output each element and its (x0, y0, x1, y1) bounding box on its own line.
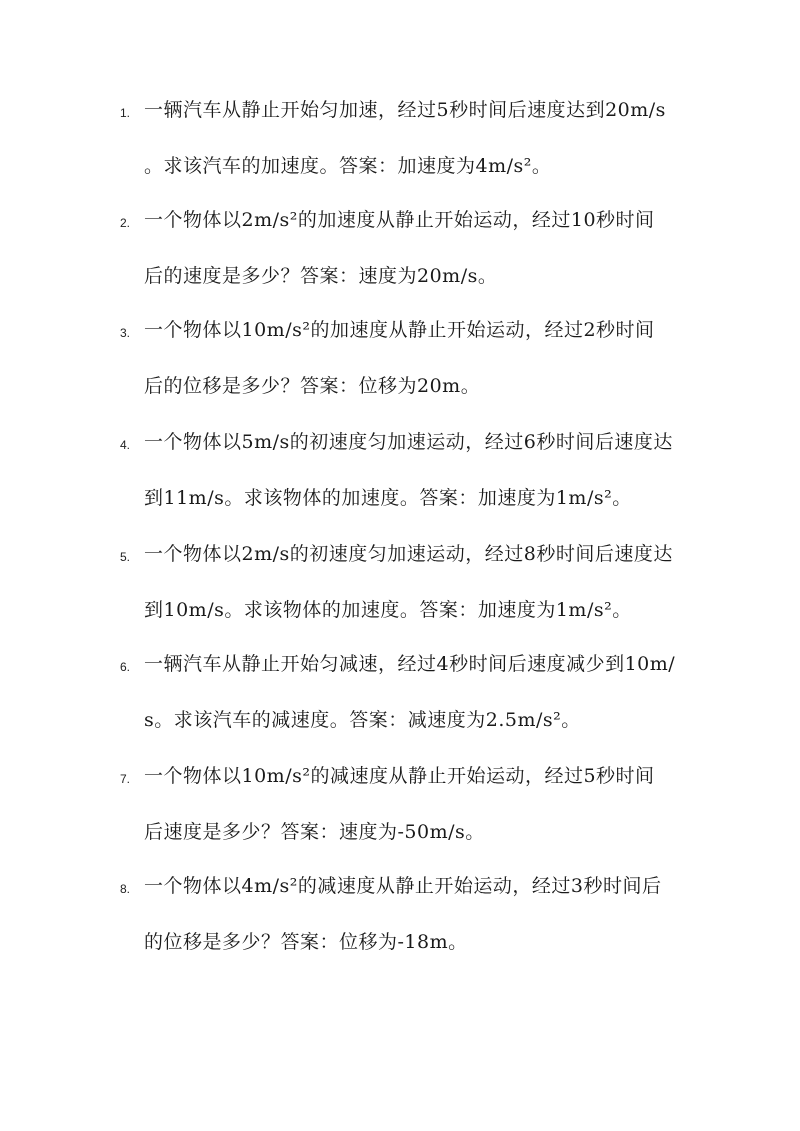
question-number: 6. (120, 660, 131, 674)
question-text-line: s。求该汽车的减速度。答案：减速度为2.5m/s²。 (144, 709, 581, 731)
question-text-line: 后速度是多少？答案：速度为-50m/s。 (144, 821, 485, 843)
question-text-line: 到10m/s。求该物体的加速度。答案：加速度为1m/s²。 (144, 599, 632, 621)
question-text-line: 。求该汽车的加速度。答案：加速度为4m/s²。 (144, 155, 552, 177)
question-text-line: 一辆汽车从静止开始匀加速，经过5秒时间后速度达到20m/s (144, 99, 666, 121)
question-number: 8. (120, 882, 131, 896)
question-number: 2. (120, 216, 131, 230)
question-number: 5. (120, 550, 131, 564)
question-text-line: 一个物体以2m/s²的加速度从静止开始运动，经过10秒时间 (144, 209, 655, 231)
question-text-line: 一辆汽车从静止开始匀减速，经过4秒时间后速度减少到10m/ (144, 653, 676, 675)
question-text-line: 的位移是多少？答案：位移为-18m。 (144, 931, 468, 953)
question-text-line: 一个物体以5m/s的初速度匀加速运动，经过6秒时间后速度达 (144, 431, 673, 453)
question-number: 7. (120, 772, 131, 786)
question-number: 1. (120, 106, 131, 120)
question-text-line: 一个物体以2m/s的初速度匀加速运动，经过8秒时间后速度达 (144, 543, 673, 565)
question-text-line: 到11m/s。求该物体的加速度。答案：加速度为1m/s²。 (144, 487, 632, 509)
question-text-line: 一个物体以4m/s²的减速度从静止开始运动，经过3秒时间后 (144, 875, 662, 897)
question-text-line: 一个物体以10m/s²的加速度从静止开始运动，经过2秒时间 (144, 319, 655, 341)
question-number: 4. (120, 438, 131, 452)
question-number: 3. (120, 326, 131, 340)
question-text-line: 后的速度是多少？答案：速度为20m/s。 (144, 265, 498, 287)
question-text-line: 一个物体以10m/s²的减速度从静止开始运动，经过5秒时间 (144, 765, 655, 787)
question-text-line: 后的位移是多少？答案：位移为20m。 (144, 375, 481, 397)
